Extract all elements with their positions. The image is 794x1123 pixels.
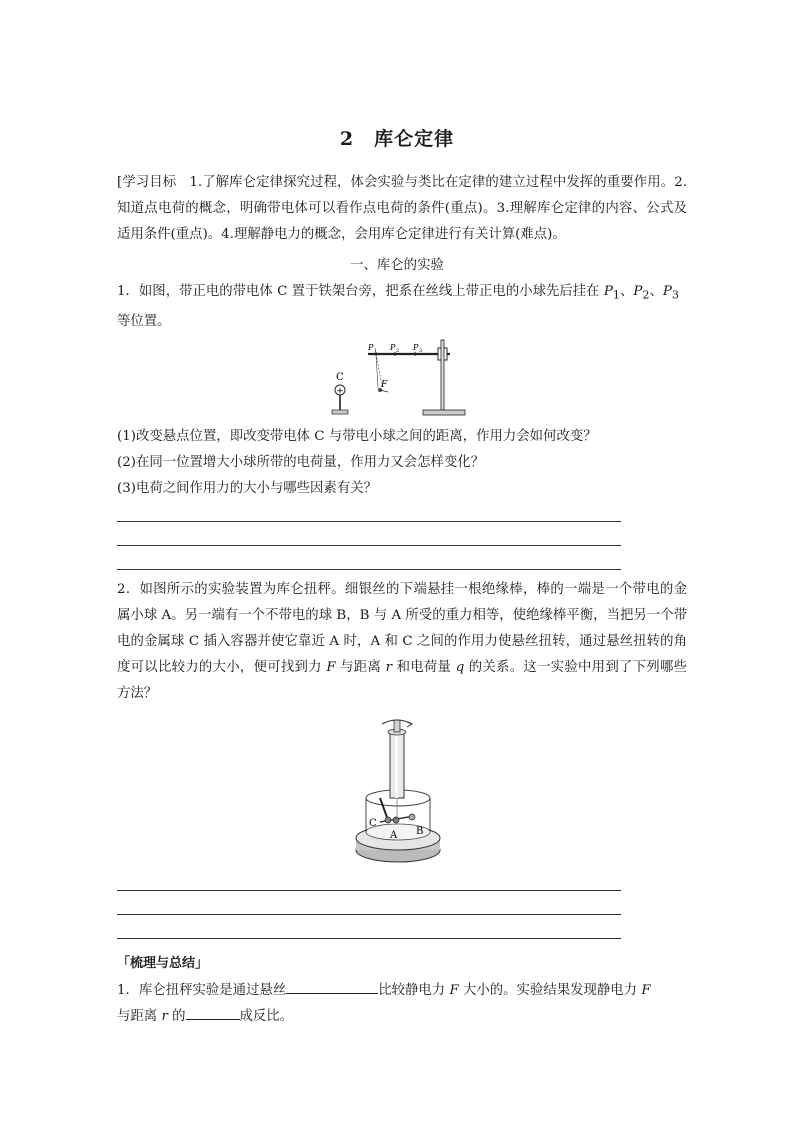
separator: 、 [649,284,663,299]
iron-stand-figure [328,336,476,418]
summary-item-1 [117,978,687,1030]
answer-line [117,890,621,891]
fill-blank[interactable] [186,1005,240,1020]
p2-label: P [633,284,643,299]
q1-text-end: 等位置。 [117,313,171,329]
summary-text: 比较静电力 [378,983,450,998]
ball-a [393,817,399,823]
answer-line [117,521,621,522]
sub-question-1: (1)改变悬点位置，即改变带电体 C 与带电小球之间的距离，作用力会如何改变？ [117,429,597,444]
p2-sub: 2 [642,288,650,302]
summary-text: 的 [167,1009,186,1024]
p1-sub: 1 [612,288,620,302]
question-2 [117,577,687,707]
fig-s3: 3 [419,348,423,354]
torsion-balance-figure [352,712,444,870]
q2-text: 2．如图所示的实验装置为库仑扭秤。细银丝的下端悬挂一根绝缘棒，棒的一端是一个带电的金属小球 A。另一端有一个不带电的球 B，B 与 A 所受的重力相等，使绝缘棒平衡，当把另一个带电的金属球 C 插入容器并使它靠近 A 时，A 和 C 之间的作用力使悬丝扭转，通过悬丝扭转的角度可以比较力的大小，便可找到力 [117,582,687,675]
var-r: r [385,660,393,675]
fill-blank[interactable] [286,979,378,994]
fig-p1: P [368,343,374,352]
label-b: B [416,826,424,837]
var-r: r [161,1009,168,1024]
learning-objectives [117,170,687,248]
var-q: q [455,660,465,675]
sub-question-2: (2)在同一位置增大小球所带的电荷量，作用力又会怎样变化？ [117,455,485,470]
plus-sign: + [336,386,344,397]
p3-label: P [662,284,672,299]
label-c: C [369,818,377,829]
q2-text: 的关系。这一实验中用到了下列哪些方法？ [117,660,687,701]
fig-s2: 2 [396,348,400,354]
q2-text: 与距离 [335,660,386,675]
var-f: F [641,983,651,998]
summary-text: 与距离 [117,1009,162,1024]
summary-text: 大小的。实验结果发现静电力 [458,983,642,998]
label-c: C [336,372,344,383]
summary-heading: 「梳理与总结」 [117,956,209,971]
q2-text: 和电荷量 [392,660,456,675]
stand-rod [441,340,444,410]
answer-line [117,569,621,570]
label-f: F [381,380,388,390]
separator: 、 [619,284,634,299]
torsion-head [394,720,400,732]
section-heading: 一、库仑的实验 [350,258,444,273]
sub-question-3: (3)电荷之间作用力的大小与哪些因素有关？ [117,481,377,496]
summary-text: 1．库仑扭秤实验是通过悬丝 [117,983,287,998]
p3-sub: 3 [671,288,679,302]
objectives-text: 1.了解库仑定律探究过程，体会实验与类比在定律的建立过程中发挥的重要作用。2.知道点电荷的概念，明确带电体可以看作点电荷的条件(重点)。3.理解库仑定律的内容、公式及适用条件(重点)。4.理解静电力的概念，会用库仑定律进行有关计算(难点)。 [117,175,687,242]
fig-p2: P [390,343,396,352]
fig-s1: 1 [374,348,378,354]
summary-text: 成反比。 [239,1009,294,1024]
objectives-label: [学习目标 [117,175,177,190]
p1-label: P [603,284,613,299]
fig-p3: P [413,343,419,352]
answer-line [117,545,621,546]
label-a: A [390,830,398,841]
rod-c [380,798,388,820]
answer-line [117,938,621,939]
var-f: F [449,983,459,998]
q1-text: 1．如图，带正电的带电体 C 置于铁架台旁，把系在丝线上带正电的小球先后挂在 [117,284,604,299]
answer-line [117,914,621,915]
ball-c [385,817,391,823]
var-f: F [326,660,336,675]
question-1 [117,279,687,335]
page-title: 2 库仑定律 [339,128,455,150]
ball-b [409,814,415,820]
stand-base [423,410,465,415]
